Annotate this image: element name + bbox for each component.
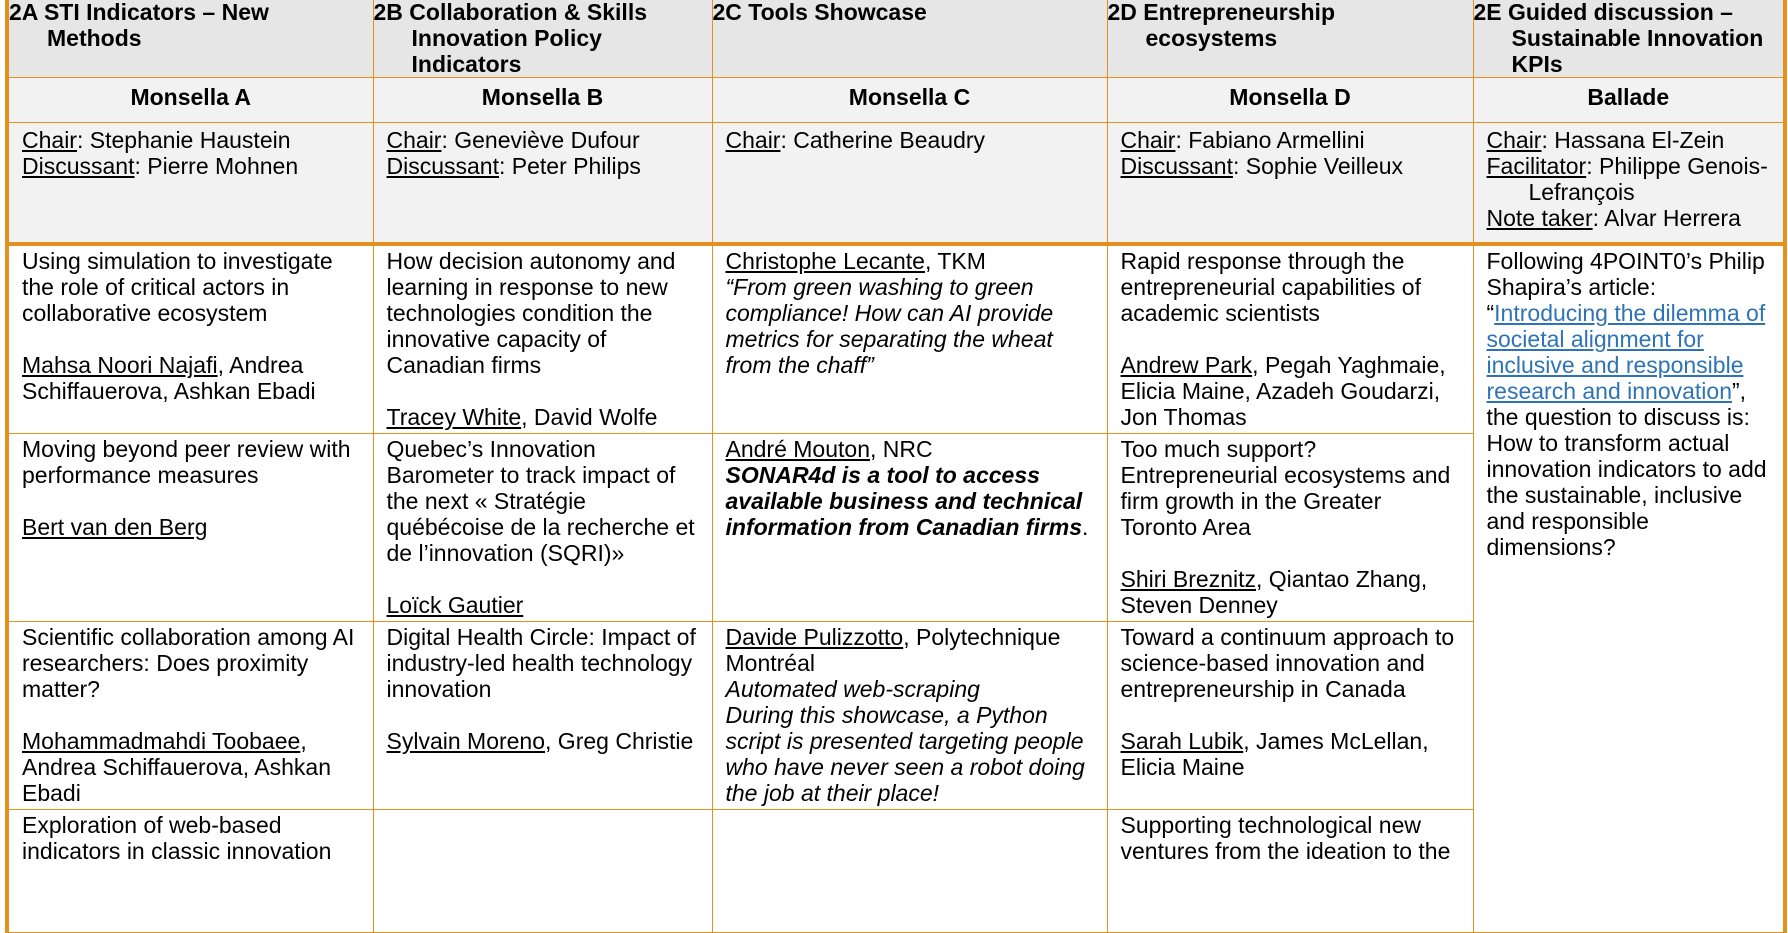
showcase-description-detail: During this showcase, a Python script is presented targeting people who have never seen a robot doing the job at their place! (725, 702, 1085, 806)
session-title-2d: 2D Entrepreneurship ecosystems (1107, 0, 1473, 78)
presentation-b4-empty (373, 810, 712, 933)
presentation-title: Too much support? Entrepreneurial ecosystems and firm growth in the Greater Toronto Area (1120, 436, 1451, 540)
presenter-name: André Mouton (725, 436, 870, 462)
session-title-row (7, 0, 1785, 78)
discussant-name: Sophie Veilleux (1245, 153, 1404, 179)
room-row (7, 78, 1785, 123)
presenter-name: Sylvain Moreno (386, 728, 546, 754)
presenter-org: , TKM (924, 248, 986, 274)
chair-name: Fabiano Armellini (1188, 127, 1365, 153)
facilitator-label: Facilitator (1486, 153, 1587, 179)
presenter-org: , NRC (869, 436, 933, 462)
presentation-title: Quebec’s Innovation Barometer to track impact of the next « Stratégie québécoise de la recherche et de l’innovation (SQRI)» (386, 436, 695, 566)
program-table (5, 0, 1787, 933)
room-d: Monsella D (1107, 78, 1473, 123)
presentation-title: Scientific collaboration among AI researchers: Does proximity matter? (22, 624, 355, 702)
presenter-name: Andrew Park (1120, 352, 1253, 378)
showcase-description: Automated web-scraping (725, 676, 980, 702)
presenter-org: , Polytechnique Montréal (725, 624, 1061, 676)
article-link[interactable]: Introducing the dilemma of societal alignment for inclusive and responsible research and innovation (1486, 300, 1766, 404)
note-taker-name: Alvar Herrera (1604, 205, 1741, 231)
presentation-d4 (1107, 810, 1473, 933)
presenter-name: Loïck Gautier (386, 592, 524, 618)
presentation-d3 (1107, 622, 1473, 810)
chair-row (7, 123, 1785, 245)
discussion-e (1473, 244, 1785, 933)
discussant-name: Peter Philips (511, 153, 641, 179)
chairs-d: Chair: Fabiano Armellini Discussant: Sophie Veilleux (1107, 123, 1473, 245)
presentation-title: Toward a continuum approach to science-based innovation and entrepreneurship in Canada (1120, 624, 1455, 702)
chair-label: Chair (386, 127, 442, 153)
session-title-2b: 2B Collaboration & Skills Innovation Policy Indicators (373, 0, 712, 78)
presenter-name: Shiri Breznitz (1120, 566, 1256, 592)
coauthors: , Greg Christie (545, 728, 694, 754)
chairs-b: Chair: Geneviève Dufour Discussant: Peter Philips (373, 123, 712, 245)
presentation-d1 (1107, 244, 1473, 434)
showcase-c4-empty (712, 810, 1107, 933)
presentation-b1 (373, 244, 712, 434)
coauthors: , Andrea Schiffauerova, Ashkan Ebadi (22, 352, 316, 404)
presentation-a4 (7, 810, 373, 933)
coauthors: , David Wolfe (521, 404, 658, 430)
chair-name: Geneviève Dufour (454, 127, 640, 153)
room-c: Monsella C (712, 78, 1107, 123)
presenter-name: Mohammadmahdi Toobaee (22, 728, 301, 754)
chair-name: Catherine Beaudry (793, 127, 986, 153)
presentation-title: Supporting technological new ventures from the ideation to the (1120, 812, 1451, 864)
chair-name: Stephanie Haustein (89, 127, 291, 153)
facilitator-name: Philippe Genois-Lefrançois (1528, 153, 1768, 205)
showcase-description: “From green washing to green compliance! How can AI provide metrics for separating the wheat from the chaff” (725, 274, 1054, 378)
coauthors: , Qiantao Zhang, Steven Denney (1120, 566, 1428, 618)
presentation-a3 (7, 622, 373, 810)
coauthors: , James McLellan, Elicia Maine (1120, 728, 1429, 780)
presentation-title: Digital Health Circle: Impact of industry-led health technology innovation (386, 624, 696, 702)
presentation-title: Rapid response through the entrepreneurial capabilities of academic scientists (1120, 248, 1421, 326)
discussant-label: Discussant (1120, 153, 1233, 179)
chair-label: Chair (1486, 127, 1542, 153)
room-a: Monsella A (7, 78, 373, 123)
presenter-name: Tracey White (386, 404, 522, 430)
session-title-2a: 2A STI Indicators – New Methods (7, 0, 373, 78)
chairs-a: Chair: Stephanie Haustein Discussant: Pierre Mohnen (7, 123, 373, 245)
chair-label: Chair (22, 127, 77, 153)
presentation-a1 (7, 244, 373, 434)
note-taker-label: Note taker (1486, 205, 1593, 231)
presentation-d2 (1107, 434, 1473, 622)
chairs-c: Chair: Catherine Beaudry (712, 123, 1107, 245)
presentation-title: Moving beyond peer review with performance measures (22, 436, 351, 488)
presenter-name: Sarah Lubik (1120, 728, 1244, 754)
presenter-name: Bert van den Berg (22, 514, 208, 540)
showcase-c2 (712, 434, 1107, 622)
discussion-text: Following 4POINT0’s Philip Shapira’s article: “Introducing the dilemma of societal alignment for inclusive and responsible research and innovation”, the question to discuss is: How to transform actual innovation indicators to add the sustainable, inclusive and responsible dimensions? (1486, 248, 1767, 560)
discussant-label: Discussant (386, 153, 499, 179)
coauthors: , Pegah Yaghmaie, Elicia Maine, Azadeh Goudarzi, Jon Thomas (1120, 352, 1446, 430)
showcase-description: SONAR4d is a tool to access available business and technical information from Canadian firms. (725, 462, 1089, 540)
chairs-e: Chair: Hassana El-Zein Facilitator: Philippe Genois-Lefrançois Note taker: Alvar Herrera (1473, 123, 1785, 245)
chair-name: Hassana El-Zein (1554, 127, 1725, 153)
presentation-title: Exploration of web-based indicators in classic innovation (22, 812, 332, 864)
session-title-2c: 2C Tools Showcase (712, 0, 1107, 78)
presenter-name: Christophe Lecante (725, 248, 925, 274)
room-e: Ballade (1473, 78, 1785, 123)
presentation-row-1 (7, 244, 1785, 434)
presentation-title: How decision autonomy and learning in response to new technologies condition the innovative capacity of Canadian firms (386, 248, 676, 378)
room-b: Monsella B (373, 78, 712, 123)
chair-label: Chair (1120, 127, 1176, 153)
showcase-c3 (712, 622, 1107, 810)
presentation-b3 (373, 622, 712, 810)
presentation-a2 (7, 434, 373, 622)
presenter-name: Mahsa Noori Najafi (22, 352, 218, 378)
presenter-name: Davide Pulizzotto (725, 624, 904, 650)
showcase-c1 (712, 244, 1107, 434)
session-title-2e: 2E Guided discussion – Sustainable Innovation KPIs (1473, 0, 1785, 78)
discussant-label: Discussant (22, 153, 135, 179)
presentation-b2 (373, 434, 712, 622)
chair-label: Chair (725, 127, 781, 153)
presentation-title: Using simulation to investigate the role of critical actors in collaborative ecosystem (22, 248, 333, 326)
discussant-name: Pierre Mohnen (147, 153, 299, 179)
coauthors: , Andrea Schiffauerova, Ashkan Ebadi (22, 728, 332, 806)
